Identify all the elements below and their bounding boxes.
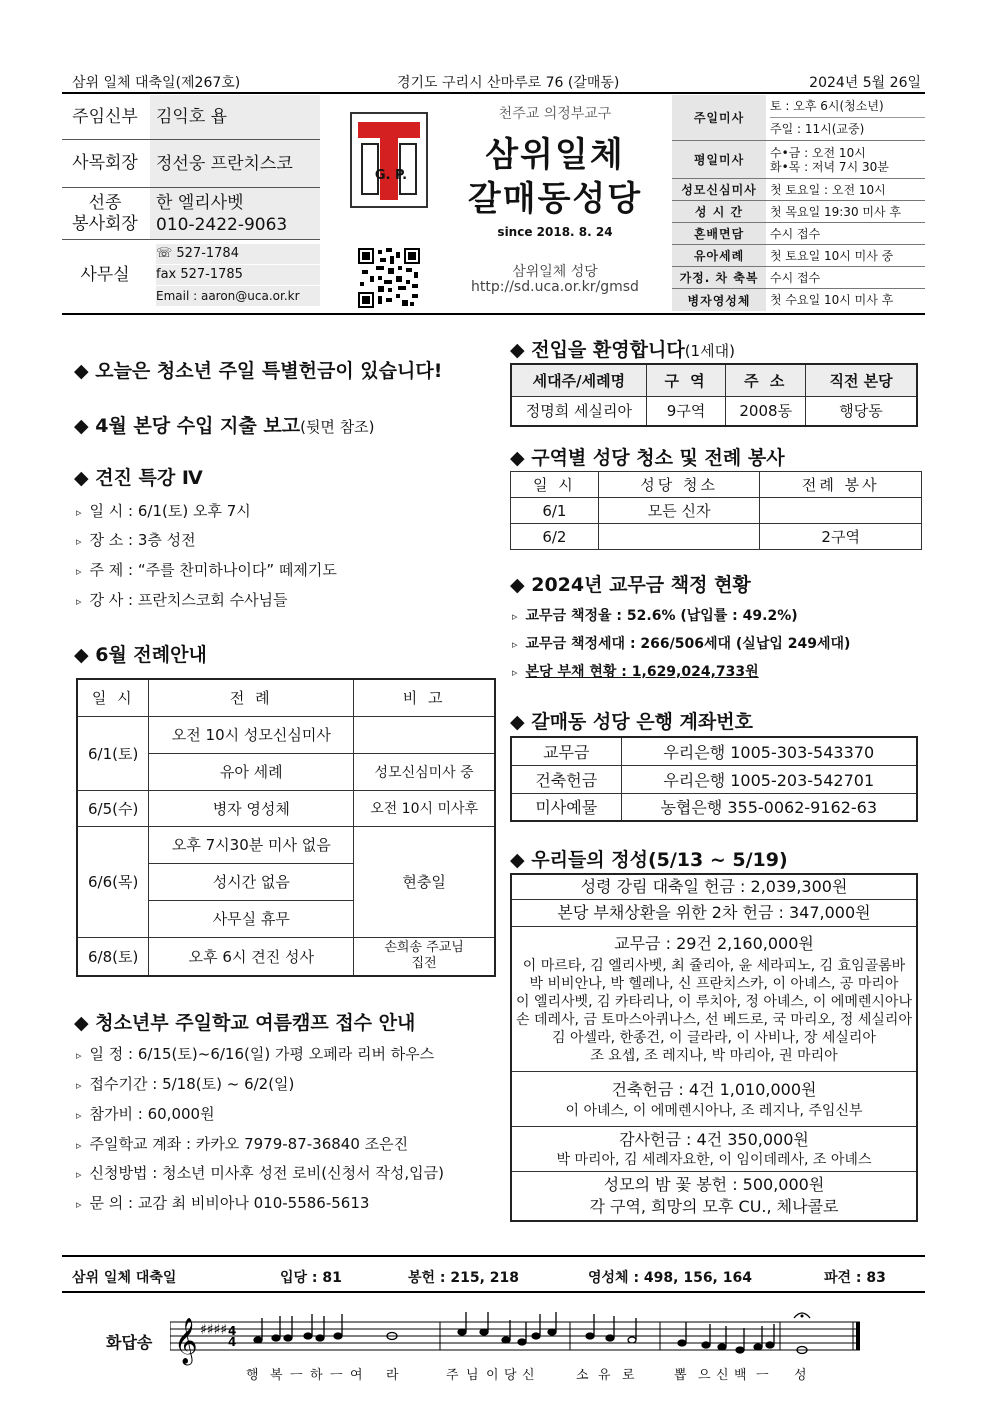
table-header: 세대주/세례명	[511, 364, 646, 396]
gift-names: 조 요셉, 조 레지나, 박 마리아, 권 마리아	[590, 1048, 838, 1064]
lecture-heading: ◆ 견진 특강 Ⅳ	[74, 467, 203, 489]
council-name: 정선웅 프란치스코	[150, 140, 320, 187]
table-cell	[354, 937, 495, 976]
table-cell: 행당동	[806, 396, 917, 426]
lyric-syllable: 신	[716, 1368, 729, 1383]
lyric-syllable: 뽑	[674, 1368, 687, 1383]
top-bar	[62, 70, 925, 94]
welcome-heading	[510, 335, 735, 362]
parish-name-2: 갈매동성당	[467, 179, 643, 219]
header-divider	[62, 313, 925, 315]
lyric-syllable: 소	[576, 1368, 589, 1383]
hymn-bar	[62, 1255, 925, 1293]
due-text: 본당 부채 현황 : 1,629,024,733원	[525, 664, 759, 680]
lyric-syllable: 백	[734, 1368, 747, 1383]
welcome-table	[510, 363, 918, 427]
svg-text:♯♯♯♯: ♯♯♯♯	[200, 1322, 228, 1338]
june-heading: ◆ 6월 전례안내	[74, 644, 207, 666]
schedule-key: 평일미사	[672, 141, 766, 178]
svg-text:4: 4	[228, 1335, 237, 1349]
gift-line: 성령 강림 대축일 헌금 : 2,039,300원	[511, 874, 917, 900]
gift-names: 각 구역, 희망의 모후 CU., 체나콜로	[589, 1197, 839, 1216]
lecture-item: ▹ 일 시 : 6/1(토) 오후 7시	[76, 502, 251, 520]
diocese: 천주교 의정부교구	[498, 106, 612, 122]
lyric-syllable: 행	[246, 1368, 259, 1383]
gift-title: 감사헌금 : 4건 350,000원	[619, 1130, 809, 1149]
camp-item: ▹ 주일학교 계좌 : 카카오 7979-87-36840 조은진	[76, 1135, 409, 1153]
entrance-hymn: 입당 : 81	[280, 1270, 342, 1286]
note-line: 집전	[411, 956, 437, 972]
table-cell: 유아 세례	[149, 753, 354, 790]
gift-line: 본당 부채상환을 위한 2차 헌금 : 347,000원	[511, 900, 917, 927]
service-phone: 010-2422-9063	[156, 214, 288, 235]
lyric-syllable: 이	[486, 1368, 499, 1383]
site-label: 삼위일체 성당	[512, 264, 598, 280]
table-header: 비 고	[354, 679, 495, 716]
lecture-text: 일 시 : 6/1(토) 오후 7시	[89, 502, 251, 520]
lyric-syllable: 복	[270, 1368, 283, 1383]
gift-names: 손 데레사, 금 토마스아퀴나스, 선 베드로, 국 마리오, 정 세실리아	[516, 1012, 912, 1028]
camp-item: ▹ 접수기간 : 5/18(토) ~ 6/2(일)	[76, 1075, 295, 1093]
lyric-syllable: ㅡ	[290, 1368, 303, 1383]
camp-item: ▹ 문 의 : 교감 최 비비아나 010-5586-5613	[76, 1194, 370, 1212]
schedule-row	[672, 95, 925, 141]
psalm-lyrics	[246, 1364, 826, 1382]
table-cell: 우리은행 1005-303-543370	[621, 737, 917, 765]
parish-name-1: 삼위일체	[485, 135, 625, 175]
pastor-row	[62, 95, 320, 140]
issue-title: 삼위 일체 대축일(제267호)	[72, 75, 241, 91]
table-cell: 병자 영성체	[149, 790, 354, 826]
schedule-value: 수시 접수	[770, 270, 821, 285]
lyric-syllable: 여	[350, 1368, 363, 1383]
header-staff	[62, 95, 320, 313]
psalm-score	[170, 1308, 865, 1368]
table-cell	[760, 498, 922, 524]
lyric-syllable: 으	[698, 1368, 711, 1383]
gift-names: 김 아셀라, 한종건, 이 글라라, 이 사비나, 장 세실리아	[552, 1030, 876, 1046]
camp-text: 일 정 : 6/15(토)~6/16(일) 가평 오페라 리버 하우스	[89, 1045, 435, 1063]
lyric-syllable: 라	[386, 1368, 399, 1383]
note-line: 손희송 주교님	[384, 940, 464, 956]
bank-heading: ◆ 갈매동 성당 은행 계좌번호	[510, 711, 753, 733]
gift-title: 성모의 밤 꽃 봉헌 : 500,000원	[603, 1175, 825, 1194]
due-text: 교무금 책정율 : 52.6% (납입률 : 49.2%)	[525, 608, 798, 624]
lyric-syllable: 하	[310, 1368, 323, 1383]
gift-names: 이 마르타, 김 엘리사벳, 최 쥴리아, 윤 세라피노, 김 효임골롬바	[522, 958, 906, 974]
camp-text: 주일학교 계좌 : 카카오 7979-87-36840 조은진	[89, 1135, 409, 1153]
table-cell	[598, 524, 760, 550]
psalm-label: 화답송	[106, 1333, 153, 1352]
table-header: 일 시	[77, 679, 149, 716]
table-cell: 9구역	[646, 396, 726, 426]
office-fax: fax 527-1785	[156, 265, 320, 286]
camp-item: ▹ 참가비 : 60,000원	[76, 1105, 215, 1123]
table-cell: 우리은행 1005-203-542701	[621, 765, 917, 793]
lyric-syllable: ㅡ	[756, 1368, 769, 1383]
camp-text: 접수기간 : 5/18(토) ~ 6/2(일)	[89, 1075, 295, 1093]
table-cell: 2008동	[726, 396, 806, 426]
june-liturgy-table	[76, 678, 496, 977]
gift-names: 이 엘리사벳, 김 카타리나, 이 루치아, 정 아녜스, 이 에메렌시아나	[516, 994, 912, 1010]
camp-item: ▹ 신청방법 : 청소년 미사후 성전 로비(신청서 작성,입금)	[76, 1164, 444, 1182]
table-header: 일 시	[511, 472, 599, 498]
schedule-key: 주일미사	[672, 95, 766, 140]
table-cell: 오후 6시 견진 성사	[149, 937, 354, 976]
schedule-row	[672, 201, 925, 223]
camp-text: 참가비 : 60,000원	[89, 1105, 215, 1123]
council-row	[62, 140, 320, 188]
lecture-text: 장 소 : 3층 성전	[89, 531, 196, 549]
gift-due-block	[511, 927, 917, 1072]
council-label: 사목회장	[72, 153, 138, 173]
table-header: 전례 봉사	[760, 472, 922, 498]
clean-table	[510, 471, 922, 550]
gift-heading: ◆ 우리들의 정성(5/13 ~ 5/19)	[510, 849, 788, 871]
table-cell: 미사예물	[511, 793, 621, 821]
lyric-syllable: 성	[794, 1368, 807, 1383]
camp-item: ▹ 일 정 : 6/15(토)~6/16(일) 가평 오페라 리버 하우스	[76, 1045, 435, 1063]
lecture-text: 강 사 : 프란치스코회 수사님들	[89, 591, 288, 609]
schedule-value: 수•금 : 오전 10시	[770, 145, 866, 160]
clean-heading: ◆ 구역별 성당 청소 및 전례 봉사	[510, 447, 785, 469]
schedule-key: 병자영성체	[672, 289, 766, 311]
table-cell: 6/6(목)	[77, 826, 149, 937]
lyric-syllable: 로	[622, 1368, 635, 1383]
parish-logo	[350, 112, 428, 208]
due-heading: ◆ 2024년 교무금 책정 현황	[510, 574, 751, 596]
table-cell: 성시간 없음	[149, 863, 354, 900]
table-cell: 농협은행 355-0062-9162-63	[621, 793, 917, 821]
lecture-item: ▹ 주 제 : “주를 찬미하나이다” 떼제기도	[76, 561, 337, 579]
camp-heading: ◆ 청소년부 주일학교 여름캠프 접수 안내	[74, 1012, 416, 1034]
report-heading	[74, 411, 375, 438]
schedule-row	[672, 141, 925, 179]
report-note: (뒷면 참조)	[300, 418, 375, 436]
pastor-label: 주임신부	[72, 106, 138, 127]
table-cell: 6/1(토)	[77, 716, 149, 790]
gift-table	[510, 873, 918, 1222]
welcome-note: (1세대)	[684, 342, 735, 360]
schedule-key: 가정. 차 축복	[672, 267, 766, 288]
schedule-value: 첫 수요일 10시 미사 후	[770, 293, 894, 307]
schedule-value: 주일 : 11시(교중)	[770, 122, 865, 136]
office-tel: ☏ 527-1784	[156, 244, 320, 265]
lyric-syllable: 님	[466, 1368, 479, 1383]
address: 경기도 구리시 산마루로 76 (갈매동)	[397, 75, 620, 91]
offering-notice: ◆ 오늘은 청소년 주일 특별헌금이 있습니다!	[74, 360, 443, 382]
due-text: 교무금 책정세대 : 266/506세대 (실납입 249세대)	[525, 636, 851, 652]
schedule-row	[672, 245, 925, 267]
lecture-item: ▹ 장 소 : 3층 성전	[76, 531, 196, 549]
gift-title: 교무금 : 29건 2,160,000원	[614, 934, 814, 953]
table-header: 주 소	[726, 364, 806, 396]
lyric-syllable: 당	[504, 1368, 517, 1383]
table-cell: 성모신심미사 중	[354, 753, 495, 790]
svg-text:4: 4	[228, 1324, 237, 1338]
camp-text: 신청방법 : 청소년 미사후 성전 로비(신청서 작성,입금)	[89, 1164, 444, 1182]
gift-building-block	[511, 1072, 917, 1127]
office-row	[62, 240, 320, 310]
lyric-syllable: 신	[522, 1368, 535, 1383]
lyric-syllable: ㅡ	[330, 1368, 343, 1383]
table-cell: 6/5(수)	[77, 790, 149, 826]
communion-hymn: 영성체 : 498, 156, 164	[588, 1270, 752, 1286]
due-item: ▹ 교무금 책정율 : 52.6% (납입률 : 49.2%)	[512, 608, 798, 624]
svg-text:𝄞: 𝄞	[174, 1318, 198, 1364]
gift-flower-block	[511, 1172, 917, 1222]
lecture-item: ▹ 강 사 : 프란치스코회 수사님들	[76, 591, 288, 609]
schedule-row	[672, 223, 925, 245]
schedule-key: 유아세례	[672, 245, 766, 266]
table-cell: 교무금	[511, 737, 621, 765]
schedule-key: 성 시 간	[672, 201, 766, 222]
lyric-syllable: 주	[446, 1368, 459, 1383]
table-cell: 건축헌금	[511, 765, 621, 793]
table-header: 구 역	[646, 364, 726, 396]
table-header: 전 례	[149, 679, 354, 716]
table-cell: 2구역	[760, 524, 922, 550]
table-cell: 오후 7시30분 미사 없음	[149, 826, 354, 863]
site-url[interactable]: http://sd.uca.or.kr/gmsd	[471, 279, 639, 295]
schedule-row	[672, 267, 925, 289]
schedule-value: 수시 접수	[770, 226, 821, 241]
service-row	[62, 188, 320, 240]
table-cell: 6/1	[511, 498, 599, 524]
gift-names: 박 마리아, 김 세례자요한, 이 임이데레사, 조 아녜스	[556, 1152, 872, 1168]
table-cell: 오전 10시 미사후	[354, 790, 495, 826]
table-cell: 사무실 휴무	[149, 900, 354, 937]
office-label: 사무실	[80, 264, 130, 285]
dismissal-hymn: 파견 : 83	[824, 1270, 886, 1286]
table-header: 성당 청소	[598, 472, 760, 498]
lecture-text: 주 제 : “주를 찬미하나이다” 떼제기도	[89, 561, 337, 579]
schedule-row	[672, 289, 925, 311]
offertory-hymn: 봉헌 : 215, 218	[408, 1270, 520, 1286]
table-cell: 6/2	[511, 524, 599, 550]
lyric-syllable: 유	[598, 1368, 611, 1383]
since-date: since 2018. 8. 24	[497, 225, 613, 239]
schedule-value: 화•목 : 저녁 7시 30분	[770, 159, 889, 174]
feast-name: 삼위 일체 대축일	[72, 1270, 177, 1286]
schedule-value: 토 : 오후 6시(청소년)	[770, 95, 925, 118]
schedule-value: 첫 토요일 : 오전 10시	[770, 182, 886, 197]
schedule-value: 첫 목요일 19:30 미사 후	[770, 204, 901, 219]
gift-thanks-block	[511, 1127, 917, 1172]
schedule-value: 첫 토요일 10시 미사 중	[770, 248, 894, 263]
issue-date: 2024년 5월 26일	[809, 75, 921, 91]
table-cell: 현충일	[354, 826, 495, 937]
table-cell: 정명희 세실리아	[511, 396, 646, 426]
office-email: Email : aaron@uca.or.kr	[156, 286, 320, 306]
camp-text: 문 의 : 교감 최 비비아나 010-5586-5613	[89, 1194, 370, 1212]
table-cell: 모든 신자	[598, 498, 760, 524]
gift-title: 건축헌금 : 4건 1,010,000원	[611, 1080, 817, 1099]
report-title: ◆ 4월 본당 수입 지출 보고	[74, 415, 301, 437]
gift-names: 이 아녜스, 이 에메렌시아나, 조 레지나, 주임신부	[565, 1103, 863, 1119]
table-cell: 6/8(토)	[77, 937, 149, 976]
schedule-row	[672, 179, 925, 201]
qr-code	[358, 248, 420, 308]
due-item: ▹ 교무금 책정세대 : 266/506세대 (실납입 249세대)	[512, 636, 851, 652]
table-cell: 오전 10시 성모신심미사	[149, 716, 354, 753]
table-header: 직전 본당	[806, 364, 917, 396]
logo-letters: G. P.	[374, 168, 408, 183]
pastor-name: 김익호 욥	[150, 95, 320, 139]
service-label: 선종 봉사회장	[72, 192, 138, 234]
welcome-title: ◆ 전입을 환영합니다	[510, 339, 685, 361]
table-cell	[354, 716, 495, 753]
mass-schedule	[672, 95, 925, 313]
bank-table	[510, 736, 918, 822]
gift-names: 박 비비안나, 박 헬레나, 신 프란치스카, 이 아녜스, 공 마리아	[529, 976, 899, 992]
service-name: 한 엘리사벳	[156, 192, 244, 213]
due-item: ▹ 본당 부채 현황 : 1,629,024,733원	[512, 664, 759, 680]
schedule-key: 성모신심미사	[672, 179, 766, 200]
schedule-key: 혼배면담	[672, 223, 766, 244]
